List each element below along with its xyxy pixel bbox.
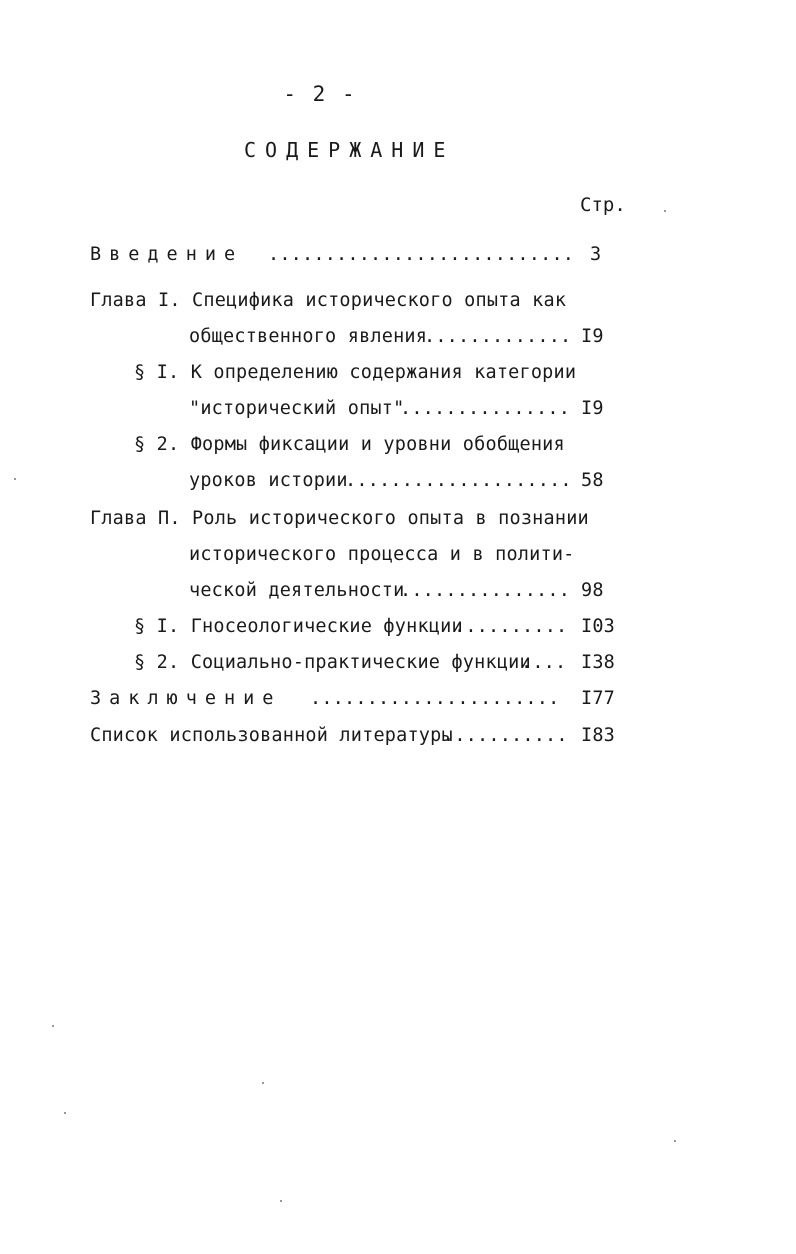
toc-ch1-section2-dots: .................... [345, 470, 572, 491]
toc-chapter1-line2: общественного явления [189, 326, 428, 347]
page-title: СОДЕРЖАНИЕ [244, 138, 455, 162]
toc-chapter2-page: 98 [581, 580, 604, 601]
scan-speck [262, 1082, 264, 1084]
toc-chapter2-dots: ............... [400, 580, 571, 601]
toc-ch2-section1-dots: .......... [454, 616, 568, 637]
toc-chapter1-page: I9 [581, 326, 604, 347]
toc-bibliography-line1: Список использованной литературы [90, 725, 453, 746]
toc-chapter2-line2: исторического процесса и в полити- [189, 544, 575, 565]
toc-chapter2-line3: ческой деятельности [189, 580, 405, 601]
toc-ch1-section2-page: 58 [581, 470, 604, 491]
toc-entry-intro-page: 3 [590, 244, 602, 265]
toc-ch2-section1-line1: § I. Гносеологические функции [134, 616, 463, 637]
toc-ch2-section2-line1: § 2. Социально-практические функции [134, 652, 531, 673]
scan-speck [52, 1025, 54, 1027]
toc-ch1-section1-dots: ............... [400, 398, 571, 419]
toc-conclusion-label: Заключение [90, 688, 282, 709]
toc-chapter1-line1: Глава I. Специфика исторического опыта как [90, 290, 567, 311]
toc-entry-intro-label: Введение [90, 244, 244, 265]
page-number: - 2 - [283, 82, 357, 106]
scan-speck [64, 1112, 66, 1114]
toc-bibliography-dots: ........... [443, 725, 568, 746]
toc-ch1-section1-line1: § I. К определению содержания категории [134, 362, 577, 383]
toc-ch1-section1-page: I9 [581, 398, 604, 419]
toc-ch2-section2-dots: .... [521, 652, 567, 673]
toc-chapter1-dots: ............. [424, 326, 572, 347]
toc-ch2-section2-page: I38 [581, 652, 616, 673]
toc-conclusion-dots: ...................... [310, 688, 560, 709]
scan-speck [14, 478, 16, 480]
scan-speck [664, 210, 666, 212]
toc-bibliography-page: I83 [581, 725, 616, 746]
toc-ch1-section2-line2: уроков истории [189, 470, 348, 491]
toc-conclusion-page: I77 [581, 688, 616, 709]
toc-ch2-section1-page: I03 [581, 616, 616, 637]
toc-ch1-section1-line2: "исторический опыт" [189, 398, 405, 419]
toc-entry-intro-dots: ........................... [268, 244, 575, 265]
toc-ch1-section2-line1: § 2. Формы фиксации и уровни обобщения [134, 434, 565, 455]
page-column-label: Стр. [580, 194, 626, 216]
scan-speck [674, 1140, 676, 1142]
toc-chapter2-line1: Глава П. Роль исторического опыта в познании [90, 508, 589, 529]
scan-speck [280, 1200, 282, 1202]
